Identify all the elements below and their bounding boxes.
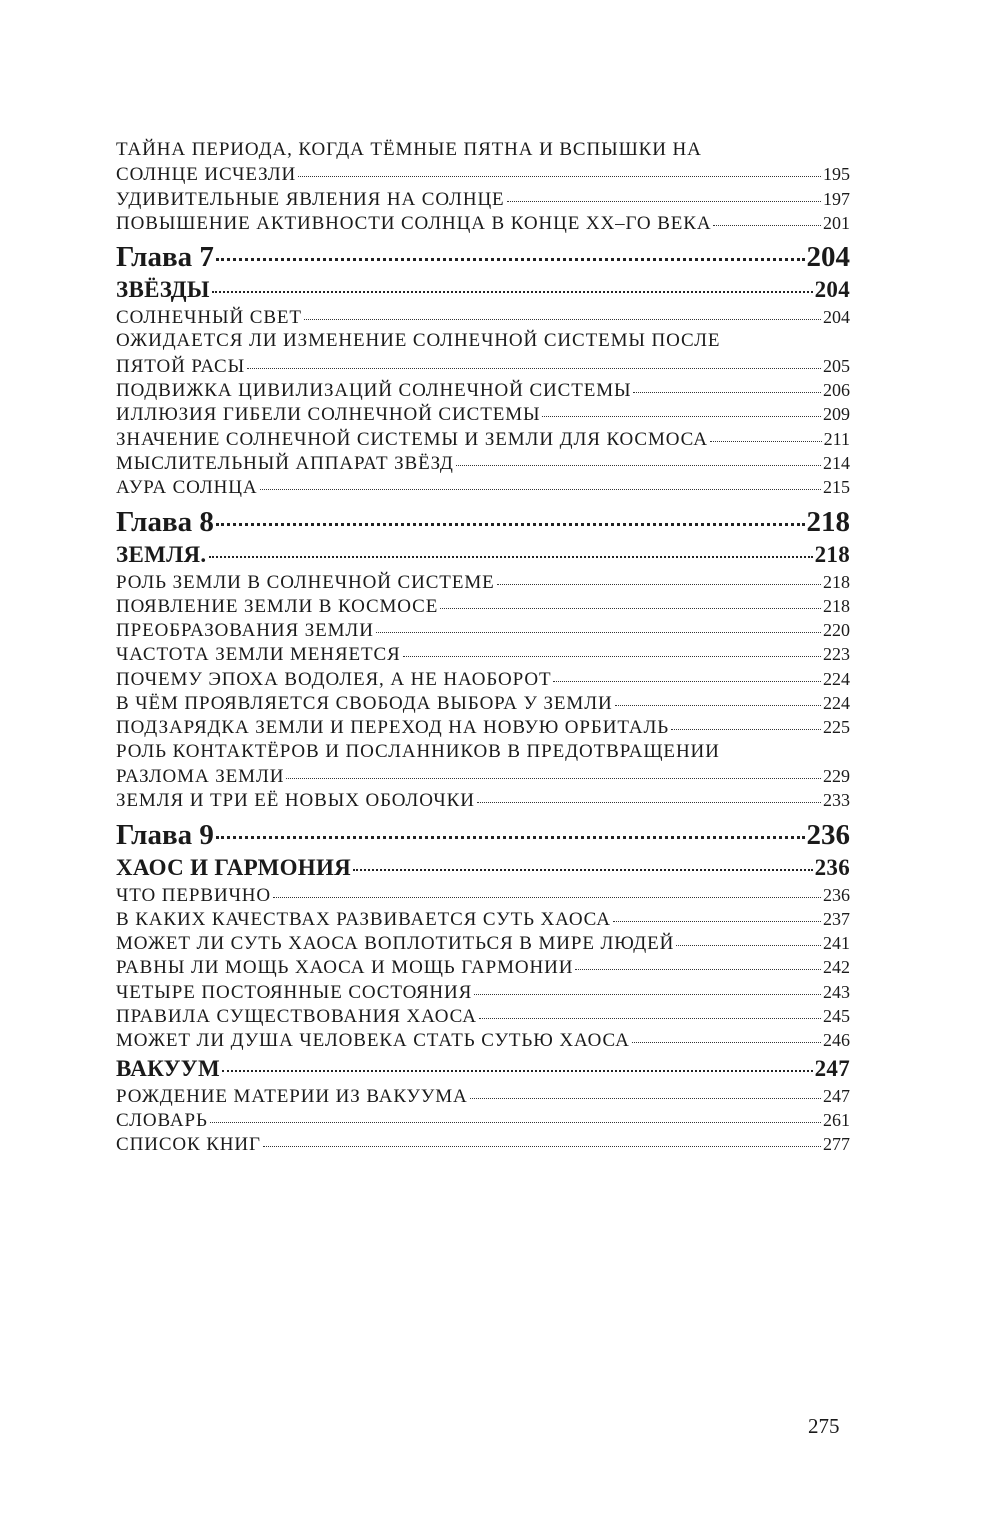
toc-section-entry[interactable] (116, 1132, 850, 1156)
toc-section-entry[interactable] (116, 715, 850, 739)
toc-entry-line: ТАЙНА ПЕРИОДА, КОГДА ТЁМНЫЕ ПЯТНА И ВСПЫШКИ НА (116, 139, 702, 160)
toc-section-entry[interactable] (116, 354, 850, 378)
dot-leader (671, 729, 821, 730)
toc-section-entry[interactable] (116, 1028, 850, 1052)
dot-leader (676, 945, 821, 946)
toc-page-number: 236 (823, 884, 850, 905)
toc-section-entry[interactable] (116, 162, 850, 186)
toc-section-entry[interactable] (116, 570, 850, 594)
toc-entry-title: ПОЯВЛЕНИЕ ЗЕМЛИ В КОСМОСЕ (116, 595, 439, 617)
dot-leader (456, 465, 821, 466)
toc-section-entry[interactable] (116, 1108, 850, 1132)
toc-entry-title: СПИСОК КНИГ (116, 1134, 261, 1156)
toc-section-entry[interactable] (116, 907, 850, 931)
toc-page-number: 215 (823, 477, 850, 498)
toc-section-entry[interactable] (116, 955, 850, 979)
toc-page-number: 246 (823, 1030, 850, 1051)
toc-page-number: 197 (823, 188, 850, 209)
toc-section-entry[interactable] (116, 211, 850, 235)
toc-section-entry[interactable] (116, 691, 850, 715)
toc-chapter-heading[interactable] (116, 819, 850, 852)
dot-leader (216, 523, 805, 526)
toc-entry-title: ЧТО ПЕРВИЧНО (116, 884, 272, 906)
toc-section-entry[interactable] (116, 931, 850, 955)
toc-chapter-heading[interactable] (116, 506, 850, 539)
toc-entry-title: ПОЧЕМУ ЭПОХА ВОДОЛЕЯ, А НЕ НАОБОРОТ (116, 668, 552, 690)
toc-entry-title: ЗЕМЛЯ И ТРИ ЕЁ НОВЫХ ОБОЛОЧКИ (116, 790, 475, 812)
toc-entry-title: ВАКУУМ (116, 1055, 220, 1081)
toc-entry-title: Глава 9 (116, 818, 214, 851)
toc-section-entry[interactable] (116, 402, 850, 426)
toc-page-number: 237 (823, 908, 850, 929)
toc-entry-title: Глава 7 (116, 241, 214, 274)
toc-page-number: 195 (823, 164, 850, 185)
toc-section-entry[interactable] (116, 667, 850, 691)
toc-page-number: 224 (823, 668, 850, 689)
toc-part-heading[interactable] (116, 274, 850, 305)
toc-page-number: 236 (806, 818, 850, 851)
dot-leader (216, 836, 805, 839)
toc-section-entry[interactable] (116, 980, 850, 1004)
toc-section-entry[interactable] (116, 618, 850, 642)
toc-section-entry[interactable] (116, 1004, 850, 1028)
toc-page-number: 220 (823, 620, 850, 641)
toc-page-number: 241 (823, 933, 850, 954)
toc-entry-line: ОЖИДАЕТСЯ ЛИ ИЗМЕНЕНИЕ СОЛНЕЧНОЙ СИСТЕМЫ ПОСЛЕ (116, 330, 721, 352)
toc-section-entry[interactable] (116, 378, 850, 402)
dot-leader (263, 1146, 821, 1147)
dot-leader (613, 921, 821, 922)
toc-section-entry[interactable] (116, 1084, 850, 1108)
toc-section-entry[interactable] (116, 427, 850, 451)
toc-part-heading[interactable] (116, 539, 850, 570)
toc-page-number: 214 (823, 452, 850, 473)
toc-entry-title: СЛОВАРЬ (116, 1109, 208, 1131)
toc-section-entry[interactable] (116, 594, 850, 618)
toc-entry-line: РОЛЬ КОНТАКТЁРОВ И ПОСЛАННИКОВ В ПРЕДОТВРАЩЕНИИ (116, 740, 720, 762)
dot-leader (474, 994, 821, 995)
dot-leader (633, 392, 821, 393)
dot-leader (260, 489, 821, 490)
toc-page-number: 218 (806, 505, 850, 538)
toc-page-number: 201 (823, 212, 850, 233)
toc-page-number: 218 (823, 595, 850, 616)
toc-section-entry[interactable] (116, 642, 850, 666)
toc-page-number: 233 (823, 790, 850, 811)
toc-entry-title: ПРАВИЛА СУЩЕСТВОВАНИЯ ХАОСА (116, 1006, 477, 1028)
toc-page-number: 204 (814, 277, 850, 303)
dot-leader (713, 225, 821, 226)
dot-leader (477, 802, 821, 803)
dot-leader (216, 258, 805, 261)
dot-leader (479, 1018, 821, 1019)
toc-chapter-heading[interactable] (116, 241, 850, 274)
toc-entry-title: ЧЕТЫРЕ ПОСТОЯННЫЕ СОСТОЯНИЯ (116, 981, 473, 1003)
dot-leader (403, 656, 821, 657)
table-of-contents (116, 138, 850, 1157)
toc-entry-title: ЗЕМЛЯ. (116, 541, 207, 567)
toc-entry-title: МОЖЕТ ЛИ СУТЬ ХАОСА ВОПЛОТИТЬСЯ В МИРЕ ЛЮДЕЙ (116, 933, 675, 955)
toc-page-number: 247 (823, 1085, 850, 1106)
toc-page-number: 209 (823, 404, 850, 425)
toc-section-entry[interactable] (116, 764, 850, 788)
toc-entry-title: ЗВЁЗДЫ (116, 277, 210, 303)
toc-page-number: 218 (823, 571, 850, 592)
toc-entry-title: ЗНАЧЕНИЕ СОЛНЕЧНОЙ СИСТЕМЫ И ЗЕМЛИ ДЛЯ КОСМОСА (116, 428, 708, 450)
toc-section-entry[interactable] (116, 187, 850, 211)
toc-entry-title: ПЯТОЙ РАСЫ (116, 355, 246, 377)
dot-leader (209, 556, 813, 558)
toc-entry-title: СОЛНЦЕ ИСЧЕЗЛИ (116, 164, 297, 186)
toc-entry-title: РОЛЬ ЗЕМЛИ В СОЛНЕЧНОЙ СИСТЕМЕ (116, 571, 495, 593)
dot-leader (470, 1098, 821, 1099)
toc-entry-title: В КАКИХ КАЧЕСТВАХ РАЗВИВАЕТСЯ СУТЬ ХАОСА (116, 908, 611, 930)
dot-leader (210, 1122, 821, 1123)
toc-entry-title: АУРА СОЛНЦА (116, 477, 258, 499)
toc-part-heading[interactable] (116, 852, 850, 883)
toc-entry-title: В ЧЁМ ПРОЯВЛЯЕТСЯ СВОБОДА ВЫБОРА У ЗЕМЛИ (116, 693, 613, 715)
toc-section-entry[interactable] (116, 475, 850, 499)
dot-leader (353, 869, 813, 871)
toc-section-entry[interactable] (116, 305, 850, 329)
dot-leader (632, 1042, 821, 1043)
dot-leader (542, 416, 821, 417)
toc-section-entry[interactable] (116, 451, 850, 475)
dot-leader (575, 969, 821, 970)
dot-leader (497, 584, 821, 585)
toc-entry-title: ПОВЫШЕНИЕ АКТИВНОСТИ СОЛНЦА В КОНЦЕ ХХ–ГО ВЕКА (116, 212, 712, 234)
toc-entry-title: РАВНЫ ЛИ МОЩЬ ХАОСА И МОЩЬ ГАРМОНИИ (116, 957, 574, 979)
toc-page-number: 206 (823, 380, 850, 401)
toc-entry-title: Глава 8 (116, 505, 214, 538)
toc-page-number: 223 (823, 644, 850, 665)
toc-page-number: 218 (814, 541, 850, 567)
dot-leader (273, 897, 821, 898)
toc-page-number: 224 (823, 693, 850, 714)
toc-entry-title: СОЛНЕЧНЫЙ СВЕТ (116, 307, 302, 329)
toc-page-number: 204 (823, 307, 850, 328)
toc-page-number: 236 (814, 854, 850, 880)
toc-section-entry[interactable] (116, 883, 850, 907)
toc-page-number: 247 (814, 1055, 850, 1081)
toc-page-number: 261 (823, 1109, 850, 1130)
dot-leader (440, 608, 821, 609)
toc-section-entry[interactable] (116, 788, 850, 812)
toc-entry-title: МОЖЕТ ЛИ ДУША ЧЕЛОВЕКА СТАТЬ СУТЬЮ ХАОСА (116, 1030, 630, 1052)
toc-entry-title: МЫСЛИТЕЛЬНЫЙ АППАРАТ ЗВЁЗД (116, 452, 454, 474)
page-number: 275 (808, 1414, 840, 1438)
toc-entry-title: ИЛЛЮЗИЯ ГИБЕЛИ СОЛНЕЧНОЙ СИСТЕМЫ (116, 404, 541, 426)
toc-page-number: 211 (823, 428, 850, 449)
toc-page-number: 229 (823, 765, 850, 786)
dot-leader (286, 778, 821, 779)
toc-entry-title: УДИВИТЕЛЬНЫЕ ЯВЛЕНИЯ НА СОЛНЦЕ (116, 188, 505, 210)
toc-entry-title: ПРЕОБРАЗОВАНИЯ ЗЕМЛИ (116, 620, 374, 642)
dot-leader (247, 368, 821, 369)
toc-entry-title: ХАОС И ГАРМОНИЯ (116, 854, 352, 880)
toc-page-number: 245 (823, 1006, 850, 1027)
toc-entry-title: ЧАСТОТА ЗЕМЛИ МЕНЯЕТСЯ (116, 644, 401, 666)
dot-leader (212, 291, 813, 293)
toc-page-number: 205 (823, 355, 850, 376)
dot-leader (553, 681, 821, 682)
dot-leader (710, 441, 822, 442)
dot-leader (298, 176, 821, 177)
dot-leader (376, 632, 821, 633)
toc-page-number: 204 (806, 241, 850, 274)
toc-part-heading[interactable] (116, 1053, 850, 1084)
toc-entry-title: ПОДВИЖКА ЦИВИЛИЗАЦИЙ СОЛНЕЧНОЙ СИСТЕМЫ (116, 380, 632, 402)
toc-entry-title: РАЗЛОМА ЗЕМЛИ (116, 765, 285, 787)
toc-page-number: 277 (823, 1134, 850, 1155)
toc-page-number: 242 (823, 957, 850, 978)
toc-entry-title: РОЖДЕНИЕ МАТЕРИИ ИЗ ВАКУУМА (116, 1085, 468, 1107)
dot-leader (304, 319, 821, 320)
toc-entry-title: ПОДЗАРЯДКА ЗЕМЛИ И ПЕРЕХОД НА НОВУЮ ОРБИТАЛЬ (116, 717, 670, 739)
dot-leader (222, 1070, 813, 1072)
toc-page-number: 243 (823, 981, 850, 1002)
dot-leader (507, 201, 821, 202)
dot-leader (615, 705, 821, 706)
toc-page-number: 225 (823, 717, 850, 738)
